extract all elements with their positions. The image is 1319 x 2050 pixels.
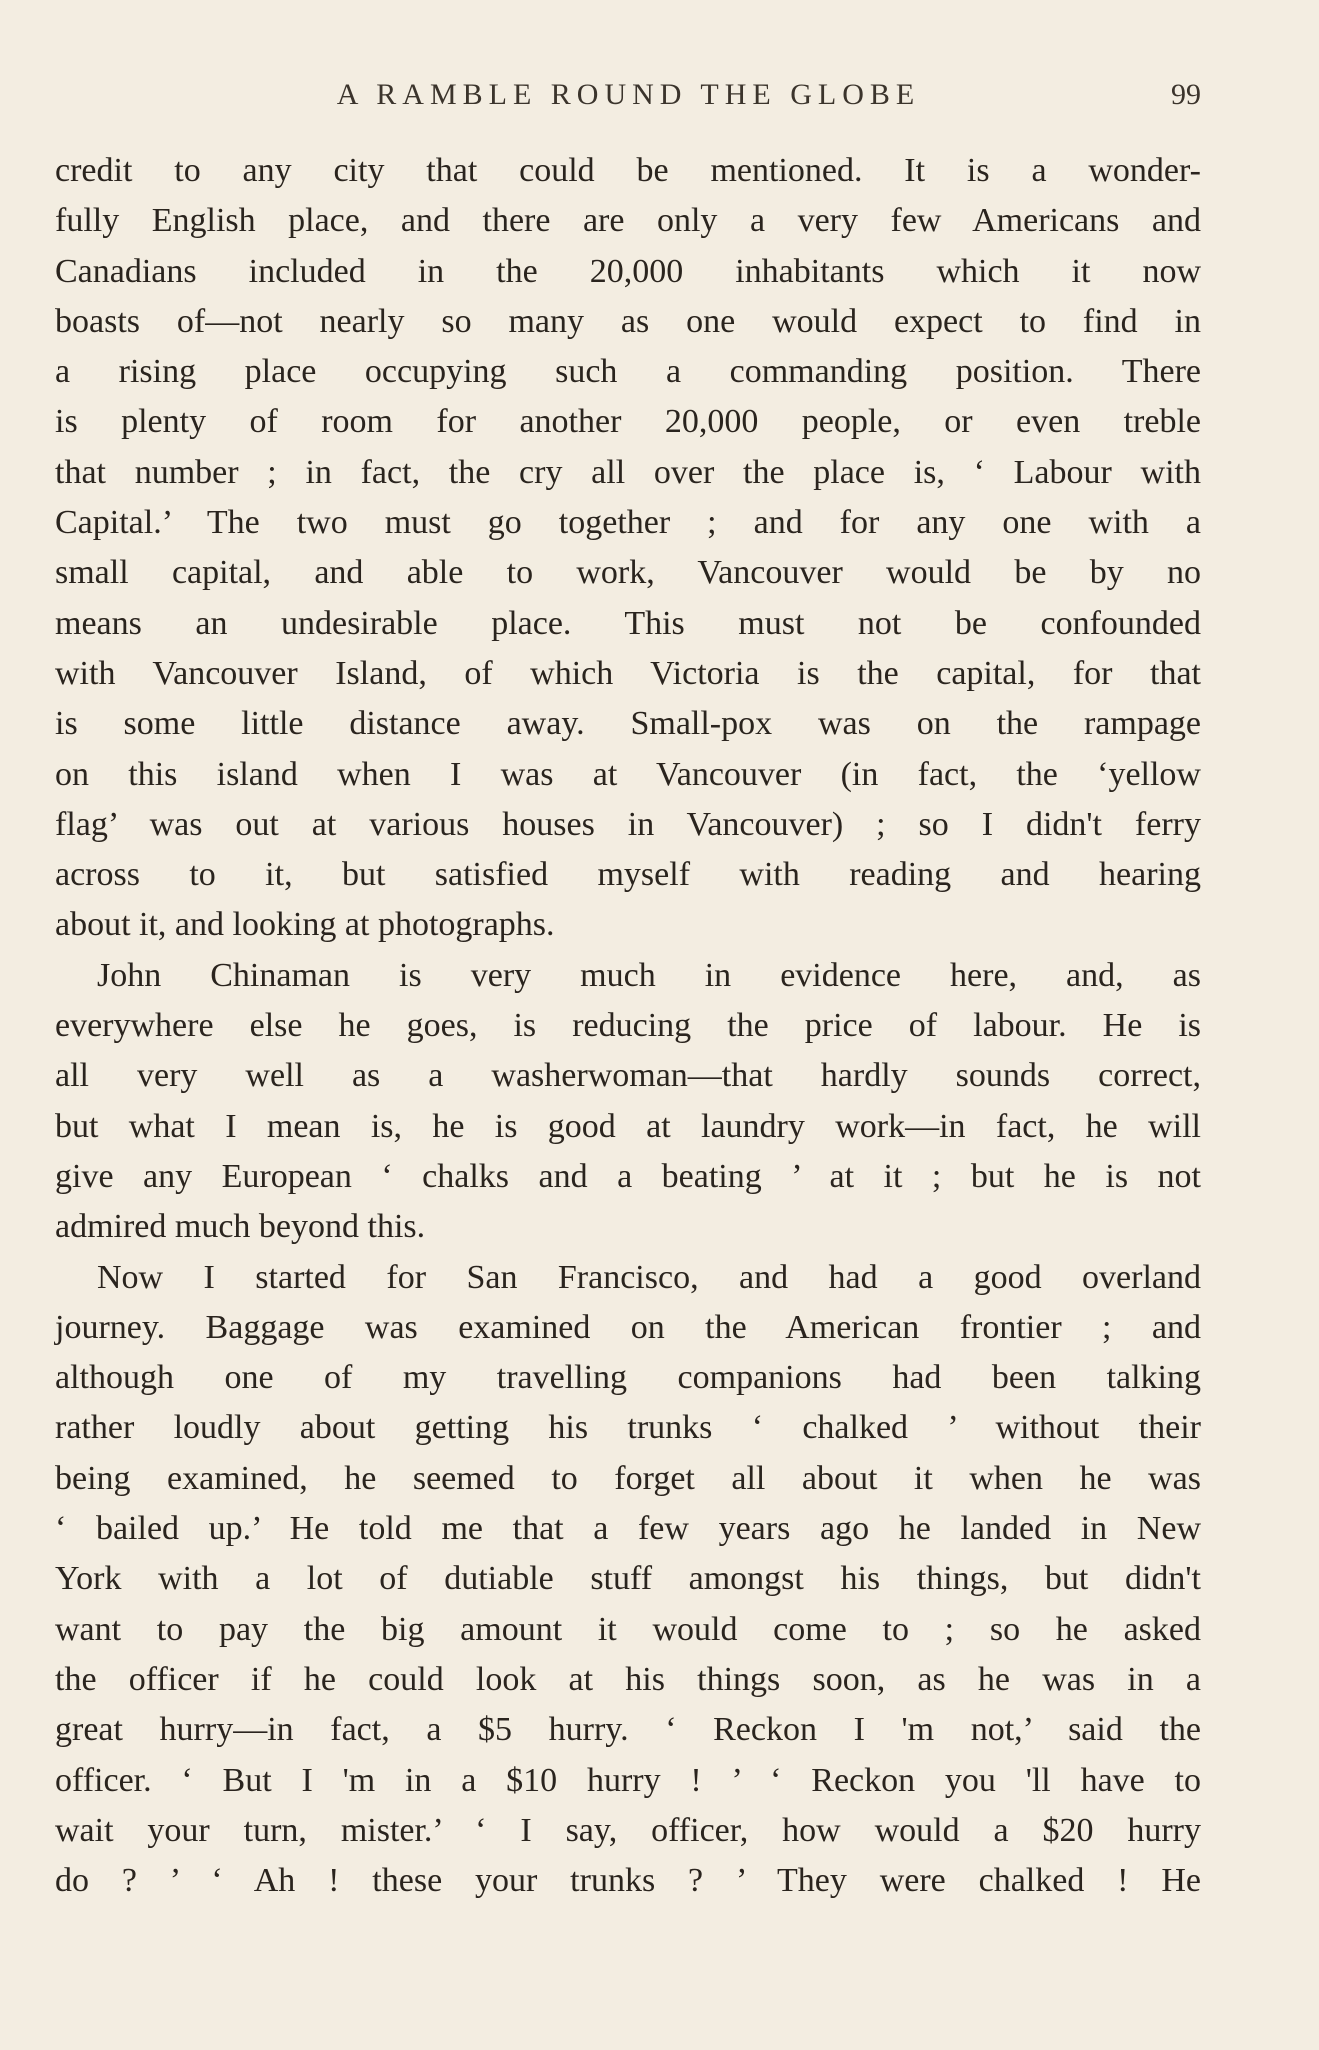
text-line: give any European ‘ chalks and a beating ’ at it ; but he is not <box>55 1157 1201 1195</box>
text-line: everywhere else he goes, is reducing the price of labour. He is <box>55 1007 1201 1045</box>
text-line: on this island when I was at Vancouver (in fact, the ‘yellow <box>55 755 1201 793</box>
text-line: wait your turn, mister.’ ‘ I say, officer, how would a $20 hurry <box>55 1811 1201 1849</box>
paragraph-3 <box>55 1253 1201 1907</box>
text-line: the officer if he could look at his things soon, as he was in a <box>55 1660 1201 1698</box>
text-line: means an undesirable place. This must not be confounded <box>55 604 1201 642</box>
running-title: A RAMBLE ROUND THE GLOBE <box>336 78 921 111</box>
text-line: York with a lot of dutiable stuff amongst his things, but didn't <box>55 1560 1201 1598</box>
text-line: being examined, he seemed to forget all about it when he was <box>55 1459 1201 1497</box>
text-line: officer. ‘ But I 'm in a $10 hurry ! ’ ‘ Reckon you 'll have to <box>55 1761 1201 1799</box>
page-number: 99 <box>1171 78 1201 111</box>
text-line: ‘ bailed up.’ He told me that a few years ago he landed in New <box>55 1510 1201 1548</box>
text-line: John Chinaman is very much in evidence here, and, as <box>97 956 1201 994</box>
text-line: Canadians included in the 20,000 inhabitants which it now <box>55 252 1201 290</box>
text-line: credit to any city that could be mentioned. It is a wonder- <box>55 152 1201 189</box>
text-line: although one of my travelling companions had been talking <box>55 1359 1201 1397</box>
text-line: about it, and looking at photographs. <box>55 906 555 944</box>
text-line: but what I mean is, he is good at laundry work—in fact, he will <box>55 1107 1201 1145</box>
text-line: a rising place occupying such a commanding position. There <box>55 353 1201 391</box>
text-line: do ? ’ ‘ Ah ! these your trunks ? ’ They were chalked ! He <box>55 1862 1201 1900</box>
text-line: boasts of—not nearly so many as one would expect to find in <box>55 302 1201 340</box>
text-line: Capital.’ The two must go together ; and for any one with a <box>55 504 1201 542</box>
text-line: want to pay the big amount it would come to ; so he asked <box>55 1610 1201 1648</box>
text-line: with Vancouver Island, of which Victoria is the capital, for that <box>55 654 1201 692</box>
text-line: great hurry—in fact, a $5 hurry. ‘ Reckon I 'm not,’ said the <box>55 1711 1201 1749</box>
text-line: admired much beyond this. <box>55 1208 426 1246</box>
text-line: is plenty of room for another 20,000 people, or even treble <box>55 403 1201 441</box>
paragraph-1 <box>55 146 1201 951</box>
text-line: fully English place, and there are only a very few Americans and <box>55 202 1201 240</box>
page-header <box>56 78 1201 118</box>
text-line: small capital, and able to work, Vancouver would be by no <box>55 554 1201 592</box>
paragraph-2 <box>55 951 1201 1253</box>
text-line: across to it, but satisfied myself with reading and hearing <box>55 856 1201 894</box>
text-line: rather loudly about getting his trunks ‘ chalked ’ without their <box>55 1409 1201 1447</box>
text-line: Now I started for San Francisco, and had a good overland <box>97 1258 1201 1296</box>
text-line: flag’ was out at various houses in Vancouver) ; so I didn't ferry <box>55 805 1201 843</box>
text-line: all very well as a washerwoman—that hardly sounds correct, <box>55 1057 1201 1095</box>
text-line: is some little distance away. Small-pox was on the rampage <box>55 705 1201 743</box>
text-line: that number ; in fact, the cry all over the place is, ‘ Labour with <box>55 453 1201 491</box>
text-line: journey. Baggage was examined on the American frontier ; and <box>55 1308 1201 1346</box>
body-text <box>55 146 1201 1906</box>
